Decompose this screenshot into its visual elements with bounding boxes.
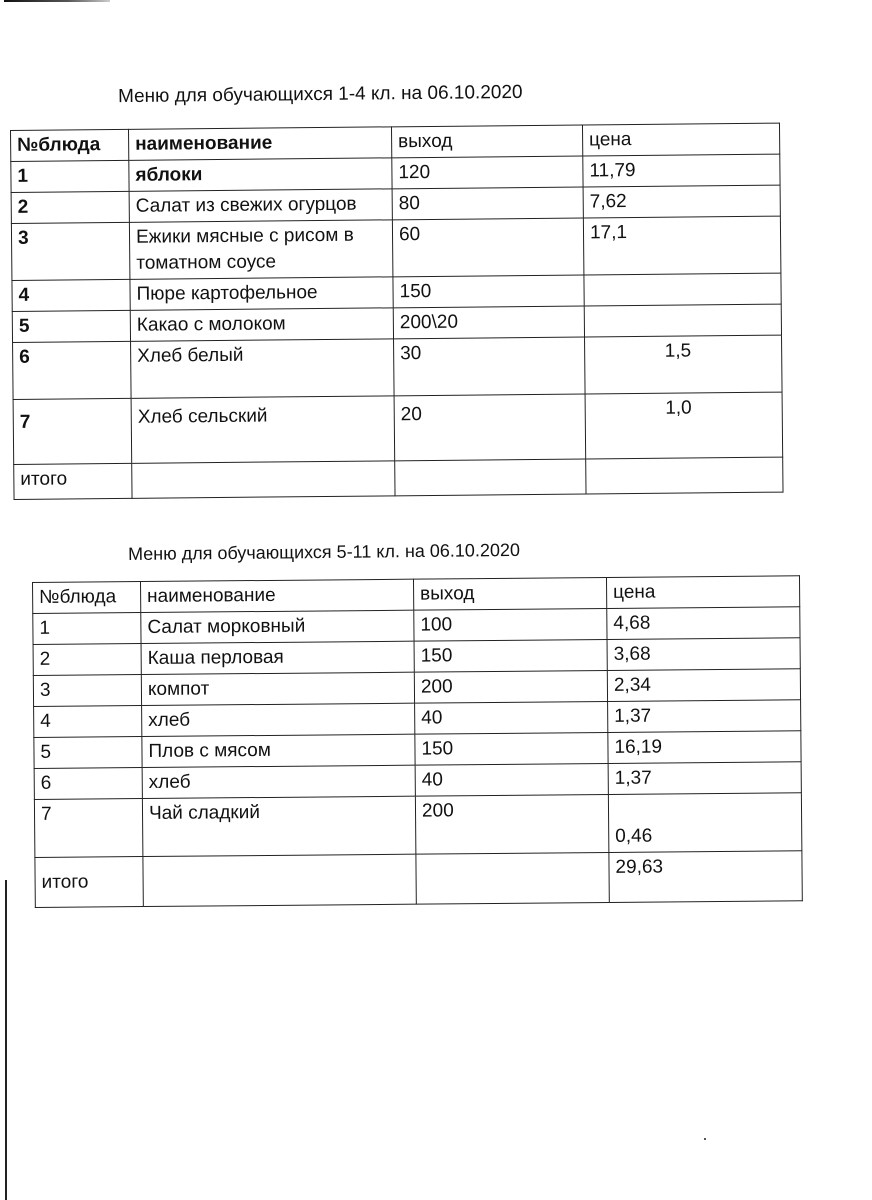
total-yield (395, 459, 586, 496)
header-price: цена (606, 576, 799, 609)
dish-price: 4,68 (607, 607, 800, 640)
dish-price: 2,34 (607, 669, 800, 702)
total-label: итого (14, 463, 132, 499)
menu-secondary-title: Меню для обучающихся 5-11 кл. на 06.10.2020 (127, 539, 521, 565)
dish-price: 7,62 (583, 185, 780, 218)
dish-yield: 80 (392, 187, 583, 220)
dish-name: Какао с молоком (130, 308, 393, 342)
dish-yield: 60 (392, 218, 584, 277)
dish-yield: 150 (415, 732, 608, 765)
dish-yield: 120 (392, 156, 583, 189)
dish-price: 3,68 (607, 638, 800, 671)
scan-speck (704, 1138, 706, 1140)
dish-name: хлеб (142, 765, 415, 798)
dish-name: Каша перловая (141, 641, 414, 674)
dish-yield: 40 (415, 763, 608, 796)
dish-name: Чай сладкий (142, 796, 415, 856)
dish-number: 6 (13, 341, 132, 399)
dish-yield: 30 (394, 337, 586, 396)
header-yield: выход (413, 577, 606, 610)
total-price (586, 457, 783, 494)
dish-name: Ежики мясные с рисом в томатном соусе (129, 220, 393, 280)
dish-name: Хлеб белый (131, 339, 395, 399)
header-price: цена (582, 123, 779, 156)
menu-primary-title: Меню для обучающихся 1-4 кл. на 06.10.2020 (117, 81, 523, 108)
dish-number: 3 (33, 675, 141, 707)
table-row (11, 216, 781, 280)
table-total-row (14, 457, 783, 499)
dish-number: 5 (34, 737, 142, 769)
dish-number: 1 (11, 160, 129, 192)
total-yield (416, 852, 609, 904)
dish-yield: 200 (415, 794, 608, 854)
dish-name: Пюре картофельное (130, 277, 393, 311)
dish-yield: 150 (393, 275, 584, 308)
dish-number: 2 (33, 644, 141, 676)
dish-number: 2 (11, 191, 129, 223)
dish-yield: 100 (414, 608, 607, 641)
dish-name: Салат из свежих огурцов (129, 189, 392, 223)
dish-price: 1,37 (608, 700, 801, 733)
menu-secondary-table (32, 575, 803, 908)
dish-yield: 200 (414, 670, 607, 703)
dish-price (584, 273, 781, 306)
dish-name: Салат морковный (141, 610, 414, 643)
dish-price (584, 304, 781, 337)
dish-number: 4 (34, 706, 142, 738)
dish-price: 1,5 (585, 335, 783, 394)
dish-price: 16,19 (608, 731, 801, 764)
dish-number: 1 (33, 613, 141, 645)
dish-price: 1,37 (608, 762, 801, 795)
table-total-row (35, 851, 802, 908)
dish-yield: 20 (394, 394, 586, 461)
scan-edge-left (5, 880, 7, 1200)
header-name: наименование (141, 579, 414, 612)
table-row (13, 392, 783, 464)
dish-name: Хлеб сельский (131, 396, 395, 464)
dish-yield: 150 (414, 639, 607, 672)
dish-number: 7 (34, 799, 143, 858)
dish-yield: 200\20 (393, 306, 584, 339)
total-label: итого (35, 857, 143, 908)
dish-yield: 40 (415, 701, 608, 734)
table-row (34, 793, 801, 858)
dish-name: компот (141, 672, 414, 705)
dish-name: Плов с мясом (142, 734, 415, 767)
total-price: 29,63 (609, 851, 802, 903)
header-dish-number: №блюда (33, 582, 141, 614)
scan-edge-top (4, 0, 110, 2)
dish-number: 5 (12, 310, 130, 342)
dish-price: 17,1 (583, 216, 781, 275)
dish-price: 0,46 (608, 793, 801, 853)
menu-primary-table (10, 123, 784, 500)
total-name (132, 461, 395, 499)
dish-number: 6 (34, 768, 142, 800)
dish-number: 3 (11, 222, 130, 280)
dish-number: 7 (13, 398, 132, 464)
header-name: наименование (128, 127, 391, 161)
dish-name: хлеб (142, 703, 415, 736)
total-name (143, 854, 416, 906)
header-yield: выход (391, 125, 582, 158)
dish-name: яблоки (129, 158, 392, 192)
dish-price: 11,79 (583, 154, 780, 187)
table-row (13, 335, 783, 399)
dish-number: 4 (12, 279, 130, 311)
dish-price: 1,0 (585, 392, 783, 459)
header-dish-number: №блюда (11, 129, 129, 161)
